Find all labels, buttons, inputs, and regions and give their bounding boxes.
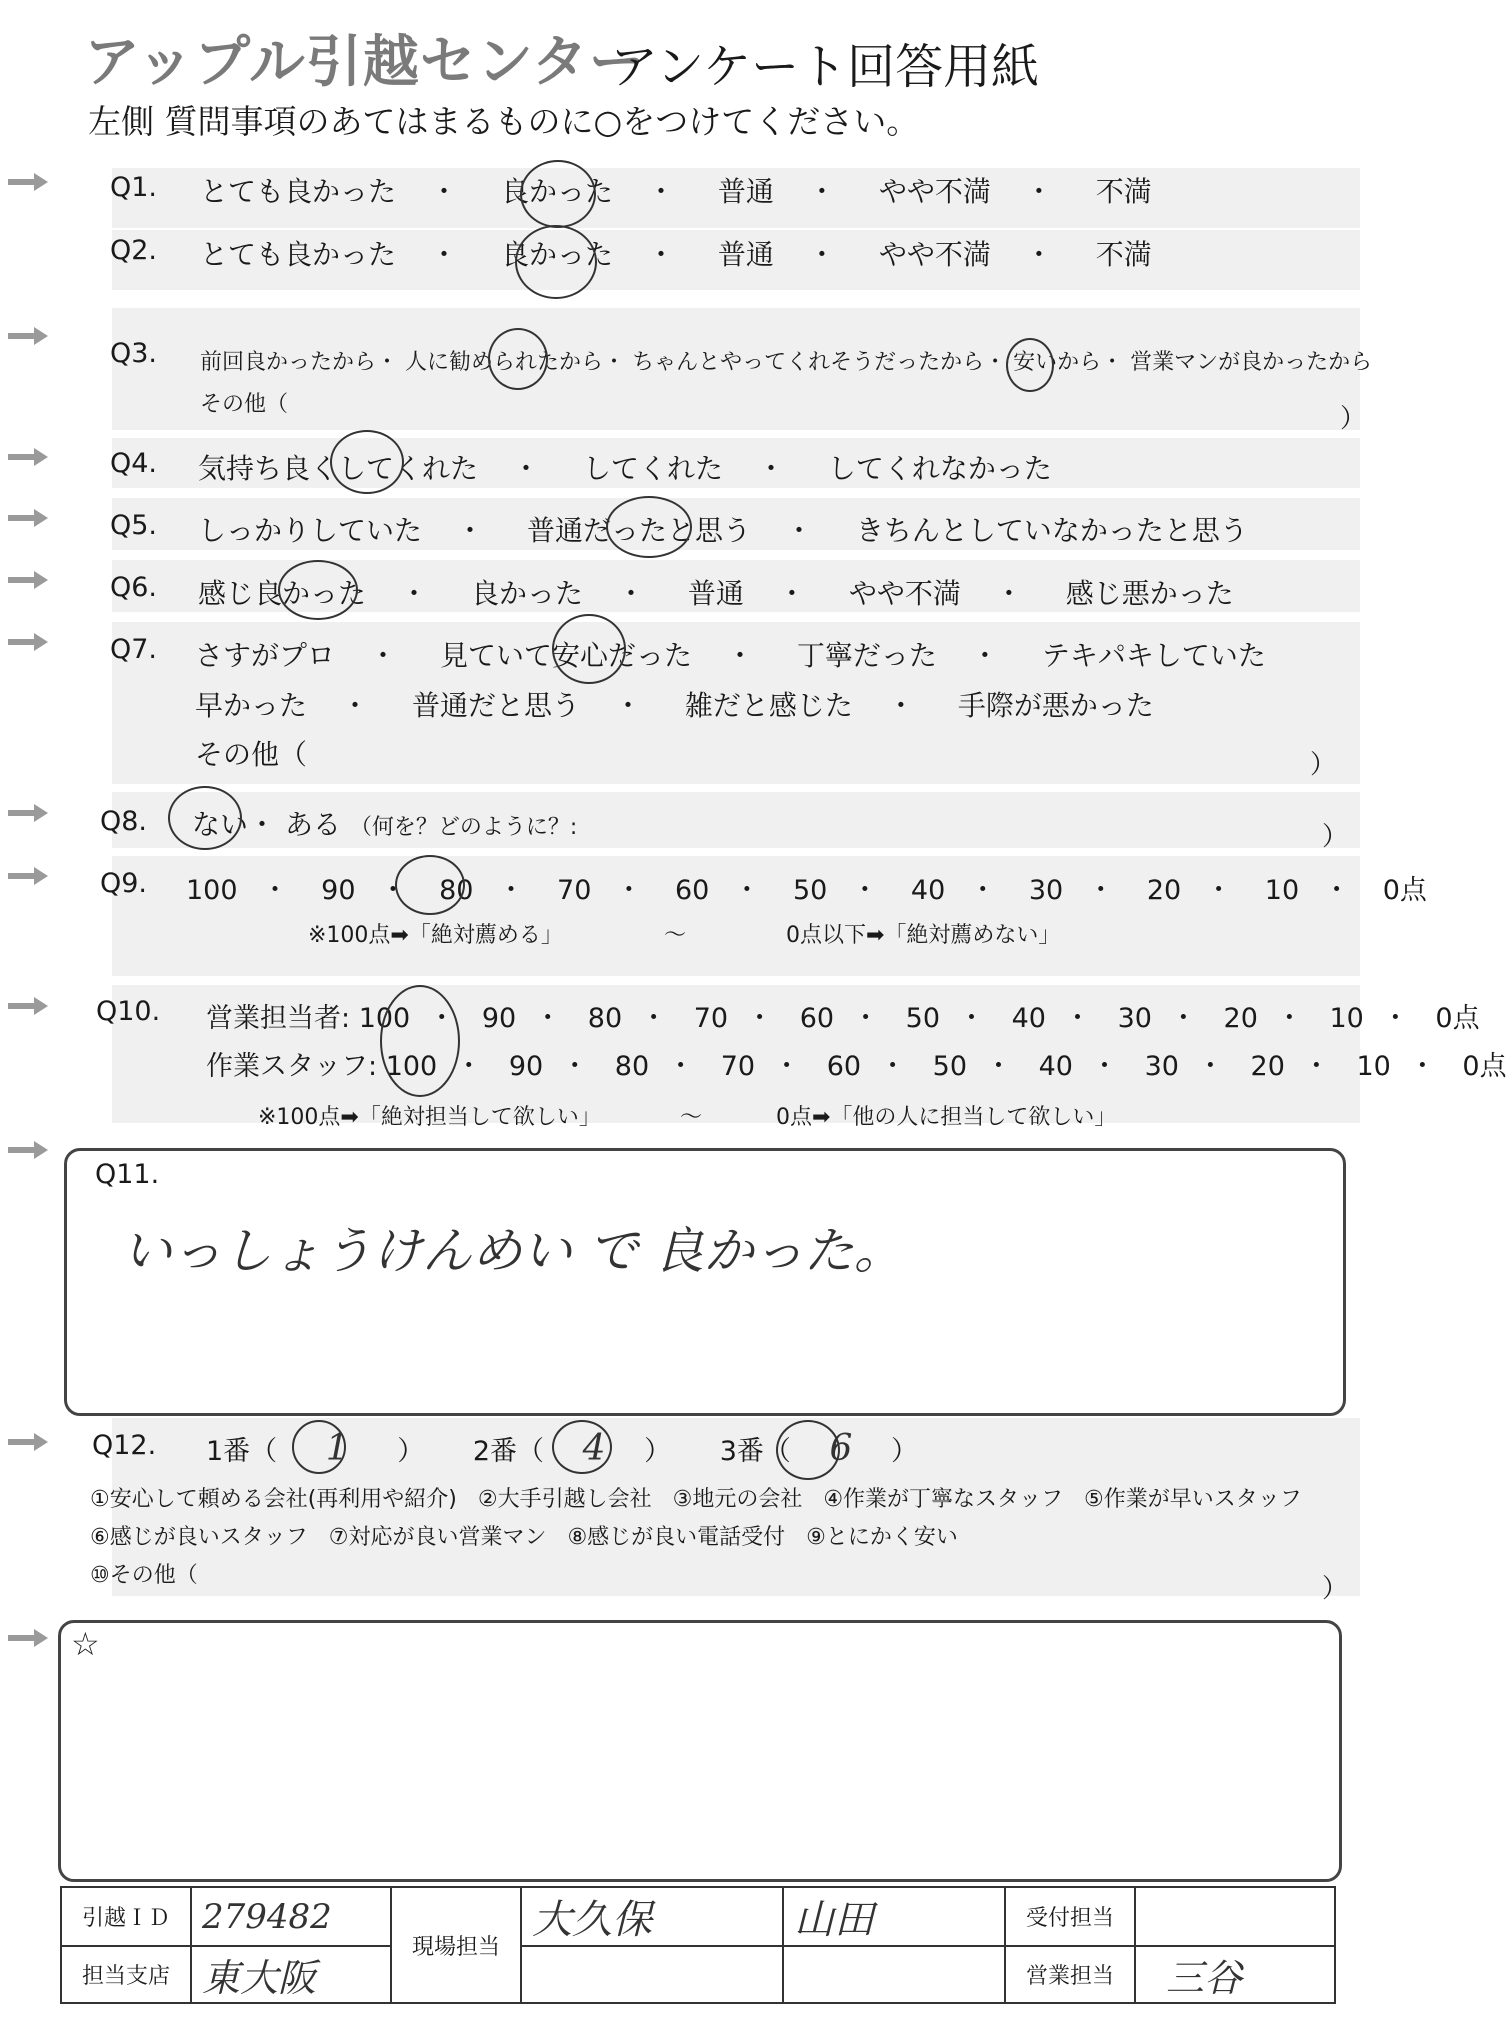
q12-option: ⑧感じが良い電話受付 bbox=[567, 1525, 786, 1550]
arrow-icon bbox=[8, 570, 48, 590]
q10-staff-score[interactable]: 10 bbox=[1356, 1051, 1391, 1082]
brand-name: アップル引越センター bbox=[84, 30, 646, 95]
q7-option-selected[interactable]: 見ていて安心だった bbox=[439, 639, 692, 672]
q7-option[interactable]: 丁寧だった bbox=[796, 639, 937, 672]
q4-option-selected[interactable]: 気持ち良くしてくれた bbox=[198, 452, 479, 485]
q3-number: Q3. bbox=[110, 338, 158, 369]
q3-option-selected[interactable]: 人に勧められたから bbox=[405, 350, 604, 375]
q12-option: ②大手引越し会社 bbox=[477, 1487, 652, 1512]
answer-circle-mark bbox=[380, 985, 460, 1097]
q1-option[interactable]: 不満 bbox=[1095, 175, 1152, 208]
q11-answer-box[interactable] bbox=[64, 1148, 1346, 1416]
q12-rank1-value[interactable]: 1 bbox=[325, 1428, 349, 1469]
q7-option[interactable]: 手際が悪かった bbox=[957, 689, 1154, 722]
q3-options: 前回良かったから・ 人に勧められたから・ ちゃんとやってくれそうだったから・ 安いから・ 営業マンが良かったから bbox=[200, 350, 1373, 375]
arrow-icon bbox=[8, 803, 48, 823]
q10-row2: 作業スタッフ: 100 ・ 90 ・ 80 ・ 70 ・ 60 ・ 50 ・ 40 ・ 30 ・ 20 ・ 10 ・ 0点 bbox=[206, 1051, 1507, 1082]
q12-rank3-close: ） bbox=[891, 1436, 919, 1467]
q10-note-tilde: ～ bbox=[680, 1105, 703, 1130]
q6-option[interactable]: 良かった bbox=[470, 577, 583, 610]
q9-score[interactable]: 90 bbox=[321, 875, 356, 906]
arrow-icon bbox=[8, 447, 48, 467]
q9-number: Q9. bbox=[100, 868, 148, 899]
q10-sales-label: 営業担当者: bbox=[206, 1003, 351, 1034]
q10-sales-score[interactable]: 50 bbox=[905, 1003, 941, 1034]
q10-staff-score[interactable]: 80 bbox=[614, 1051, 650, 1082]
q8-detail: （何を？どのように？: bbox=[349, 815, 578, 840]
q8-option-selected[interactable]: ない bbox=[192, 808, 249, 841]
arrow-icon bbox=[8, 1628, 48, 1648]
q9-score[interactable]: 0点 bbox=[1382, 875, 1427, 906]
q10-note-right: 0点➡「他の人に担当して欲しい」 bbox=[776, 1105, 1117, 1130]
q12-rank2-label: 2番（ bbox=[472, 1436, 545, 1467]
staff-info-table bbox=[60, 1886, 1336, 2004]
q7-other-close: ） bbox=[1310, 750, 1337, 780]
arrow-icon bbox=[8, 508, 48, 528]
q9-note-left: ※100点➡「絶対薦める」 bbox=[308, 923, 563, 948]
site-value-3 bbox=[521, 1946, 783, 2003]
q9-score[interactable]: 30 bbox=[1028, 875, 1064, 906]
q12-option: ⑨とにかく安い bbox=[806, 1525, 958, 1550]
q1-option-selected[interactable]: 良かった bbox=[500, 175, 613, 208]
q7-option[interactable]: 普通だと思う bbox=[411, 689, 580, 722]
answer-circle-mark bbox=[520, 160, 596, 228]
q5-options: しっかりしていた ・ 普通だったと思う ・ きちんとしていなかったと思う bbox=[198, 514, 1248, 547]
reception-value bbox=[1135, 1887, 1335, 1946]
q9-score[interactable]: 20 bbox=[1146, 875, 1182, 906]
q2-option[interactable]: やや不満 bbox=[878, 238, 991, 271]
sales-label: 営業担当 bbox=[1005, 1946, 1135, 2003]
q10-staff-score[interactable]: 0点 bbox=[1462, 1051, 1507, 1082]
q3-other-close: ） bbox=[1340, 404, 1367, 434]
q3-option[interactable]: 前回良かったから bbox=[200, 350, 377, 375]
q7-options-row2: 早かった ・ 普通だと思う ・ 雑だと感じた ・ 手際が悪かった bbox=[195, 689, 1154, 722]
q2-options: とても良かった ・ 良かった ・ 普通 ・ やや不満 ・ 不満 bbox=[200, 238, 1152, 271]
q2-option-selected[interactable]: 良かった bbox=[500, 238, 613, 271]
q7-other-label: その他（ bbox=[195, 738, 308, 771]
q8-option[interactable]: ある bbox=[284, 808, 341, 841]
q6-option[interactable]: 普通 bbox=[687, 577, 744, 610]
q8-number: Q8. bbox=[100, 806, 148, 837]
q12-option: ①安心して頼める会社(再利用や紹介) bbox=[90, 1487, 457, 1512]
answer-circle-mark bbox=[168, 786, 242, 850]
q2-option[interactable]: 不満 bbox=[1095, 238, 1152, 271]
move-id-value: 279482 bbox=[191, 1887, 391, 1946]
q9-score[interactable]: 50 bbox=[792, 875, 828, 906]
q9-note-tilde: ～ bbox=[664, 923, 687, 948]
q1-option[interactable]: 普通 bbox=[717, 175, 774, 208]
arrow-icon bbox=[8, 632, 48, 652]
answer-circle-mark bbox=[1006, 338, 1054, 392]
q1-options: とても良かった ・ 良かった ・ 普通 ・ やや不満 ・ 不満 bbox=[200, 175, 1152, 208]
q5-option-selected[interactable]: 普通だったと思う bbox=[526, 514, 751, 547]
q10-note-left: ※100点➡「絶対担当して欲しい」 bbox=[258, 1105, 601, 1130]
q8-options: ない・ ある （何を？どのように？: bbox=[192, 808, 578, 841]
branch-label: 担当支店 bbox=[61, 1946, 191, 2003]
q10-sales-score[interactable]: 90 bbox=[481, 1003, 517, 1034]
q9-score[interactable]: 70 bbox=[557, 875, 592, 906]
site-value-4 bbox=[783, 1946, 1005, 2003]
move-id-label: 引越ＩＤ bbox=[61, 1887, 191, 1946]
reception-label: 受付担当 bbox=[1005, 1887, 1135, 1946]
q10-sales-score[interactable]: 20 bbox=[1223, 1003, 1258, 1034]
q7-option[interactable]: 雑だと感じた bbox=[684, 689, 853, 722]
q9-note-right: 0点以下➡「絶対薦めない」 bbox=[786, 923, 1061, 948]
sales-value: 三谷 bbox=[1135, 1946, 1335, 2003]
q10-sales-score[interactable]: 40 bbox=[1011, 1003, 1046, 1034]
q5-number: Q5. bbox=[110, 510, 158, 541]
q12-options-row1 bbox=[90, 1482, 1302, 1513]
q11-number: Q11. bbox=[95, 1159, 160, 1190]
q7-options-row1: さすがプロ ・ 見ていて安心だった ・ 丁寧だった ・ テキパキしていた bbox=[195, 639, 1266, 672]
q12-rank2-close: ） bbox=[644, 1436, 672, 1467]
q1-option[interactable]: やや不満 bbox=[878, 175, 991, 208]
q7-option[interactable]: 早かった bbox=[195, 689, 308, 722]
q12-option: ③地元の会社 bbox=[672, 1487, 803, 1512]
q10-sales-score[interactable]: 0点 bbox=[1435, 1003, 1480, 1034]
q9-score[interactable]: 60 bbox=[675, 875, 710, 906]
q2-number: Q2. bbox=[110, 235, 158, 266]
q12-rank2-value[interactable]: 4 bbox=[582, 1428, 606, 1469]
q6-option[interactable]: 感じ悪かった bbox=[1065, 577, 1234, 610]
arrow-icon bbox=[8, 866, 48, 886]
q4-number: Q4. bbox=[110, 448, 158, 479]
q12-option: ⑦対応が良い営業マン bbox=[328, 1525, 547, 1550]
q12-rank1-label: 1番（ bbox=[206, 1436, 278, 1467]
site-label: 現場担当 bbox=[391, 1887, 521, 2003]
q10-staff-score[interactable]: 20 bbox=[1250, 1051, 1285, 1082]
answer-circle-mark bbox=[488, 328, 548, 390]
q12-option: ⑤作業が早いスタッフ bbox=[1084, 1487, 1302, 1512]
answer-circle-mark bbox=[552, 614, 626, 684]
arrow-icon bbox=[8, 1432, 48, 1452]
instruction-text: 左側 質問事項のあてはまるものに○をつけてください。 bbox=[88, 102, 920, 141]
q7-number: Q7. bbox=[110, 634, 158, 665]
q3-option[interactable]: 営業マンが良かったから bbox=[1130, 350, 1373, 375]
site-value-2: 山田 bbox=[783, 1887, 1005, 1946]
q12-option: ⑥感じが良いスタッフ bbox=[90, 1525, 308, 1550]
q5-option[interactable]: しっかりしていた bbox=[198, 514, 423, 547]
q10-staff-score[interactable]: 60 bbox=[826, 1051, 862, 1082]
answer-circle-mark bbox=[330, 430, 404, 494]
q10-staff-score-selected[interactable]: 100 bbox=[385, 1051, 438, 1082]
q10-staff-score[interactable]: 30 bbox=[1144, 1051, 1179, 1082]
site-value-1: 大久保 bbox=[521, 1887, 783, 1946]
arrow-icon bbox=[8, 996, 48, 1016]
answer-circle-mark bbox=[776, 1420, 840, 1480]
q12-other-label: ⑩その他（ bbox=[90, 1563, 198, 1588]
q8-detail-close: ） bbox=[1322, 822, 1349, 852]
answer-circle-mark bbox=[278, 560, 358, 620]
q12-option: ④作業が丁寧なスタッフ bbox=[823, 1487, 1064, 1512]
q6-number: Q6. bbox=[110, 572, 158, 603]
q10-sales-score[interactable]: 60 bbox=[799, 1003, 835, 1034]
q7-option[interactable]: さすがプロ bbox=[195, 639, 336, 672]
q9-score[interactable]: 10 bbox=[1264, 875, 1300, 906]
q6-option[interactable]: やや不満 bbox=[848, 577, 961, 610]
q12-options-row2 bbox=[90, 1520, 958, 1551]
q5-option[interactable]: きちんとしていなかったと思う bbox=[855, 514, 1248, 547]
q2-option[interactable]: とても良かった bbox=[200, 238, 397, 271]
q4-options: 気持ち良くしてくれた ・ してくれた ・ してくれなかった bbox=[198, 452, 1052, 485]
arrow-icon bbox=[8, 326, 48, 346]
q4-option[interactable]: してくれなかった bbox=[827, 452, 1052, 485]
q3-option[interactable]: ちゃんとやってくれそうだったから bbox=[632, 350, 985, 375]
q4-option[interactable]: してくれた bbox=[582, 452, 723, 485]
answer-circle-mark bbox=[395, 855, 465, 915]
q10-sales-score[interactable]: 10 bbox=[1329, 1003, 1364, 1034]
q10-sales-score[interactable]: 80 bbox=[587, 1003, 623, 1034]
q12-rank3-label: 3番（ bbox=[719, 1436, 791, 1467]
q6-options: 感じ良かった ・ 良かった ・ 普通 ・ やや不満 ・ 感じ悪かった bbox=[198, 577, 1234, 610]
q7-option[interactable]: テキパキしていた bbox=[1041, 639, 1266, 672]
q2-option[interactable]: 普通 bbox=[717, 238, 774, 271]
q1-number: Q1. bbox=[110, 172, 158, 203]
answer-circle-mark bbox=[292, 1420, 346, 1474]
q12-rank1-close: ） bbox=[397, 1436, 425, 1467]
q10-staff-label: 作業スタッフ: bbox=[206, 1051, 378, 1082]
q12-other-close: ） bbox=[1322, 1574, 1349, 1604]
q10-staff-score[interactable]: 40 bbox=[1038, 1051, 1073, 1082]
q3-option-selected[interactable]: 安いから bbox=[1013, 350, 1102, 375]
q9-score-selected[interactable]: 80 bbox=[439, 875, 474, 906]
q12-rank3-value[interactable]: 6 bbox=[829, 1428, 853, 1469]
q10-sales-score[interactable]: 70 bbox=[693, 1003, 729, 1034]
document-title: アンケート回答用紙 bbox=[610, 39, 1040, 95]
q12-number: Q12. bbox=[92, 1430, 157, 1461]
q10-staff-score[interactable]: 70 bbox=[720, 1051, 756, 1082]
answer-circle-mark bbox=[606, 496, 692, 558]
branch-value: 東大阪 bbox=[191, 1946, 391, 2003]
q10-staff-score[interactable]: 90 bbox=[508, 1051, 544, 1082]
q6-option-selected[interactable]: 感じ良かった bbox=[198, 577, 367, 610]
comment-box[interactable] bbox=[58, 1620, 1342, 1882]
q10-staff-score[interactable]: 50 bbox=[932, 1051, 968, 1082]
q10-row1: 営業担当者: 100 ・ 90 ・ 80 ・ 70 ・ 60 ・ 50 ・ 40 ・ 30 ・ 20 ・ 10 ・ 0点 bbox=[206, 1003, 1480, 1034]
arrow-icon bbox=[8, 172, 48, 192]
q1-option[interactable]: とても良かった bbox=[200, 175, 397, 208]
star-icon: ☆ bbox=[71, 1625, 100, 1663]
q10-sales-score[interactable]: 30 bbox=[1117, 1003, 1152, 1034]
answer-circle-mark bbox=[515, 225, 597, 299]
q11-handwritten-answer: いっしょうけんめい で 良かった。 bbox=[122, 1222, 904, 1280]
q10-number: Q10. bbox=[96, 996, 161, 1027]
arrow-icon bbox=[8, 1140, 48, 1160]
q10-sales-score-selected[interactable]: 100 bbox=[358, 1003, 411, 1034]
q9-score[interactable]: 100 bbox=[186, 875, 238, 906]
q9-score[interactable]: 40 bbox=[910, 875, 946, 906]
answer-circle-mark bbox=[552, 1420, 612, 1474]
q3-other-label: その他（ bbox=[200, 392, 289, 417]
q9-scale: 100 ・ 90 ・ 80 ・ 70 ・ 60 ・ 50 ・ 40 ・ 30 ・ 20 ・ 10 ・ 0点 bbox=[186, 875, 1427, 906]
